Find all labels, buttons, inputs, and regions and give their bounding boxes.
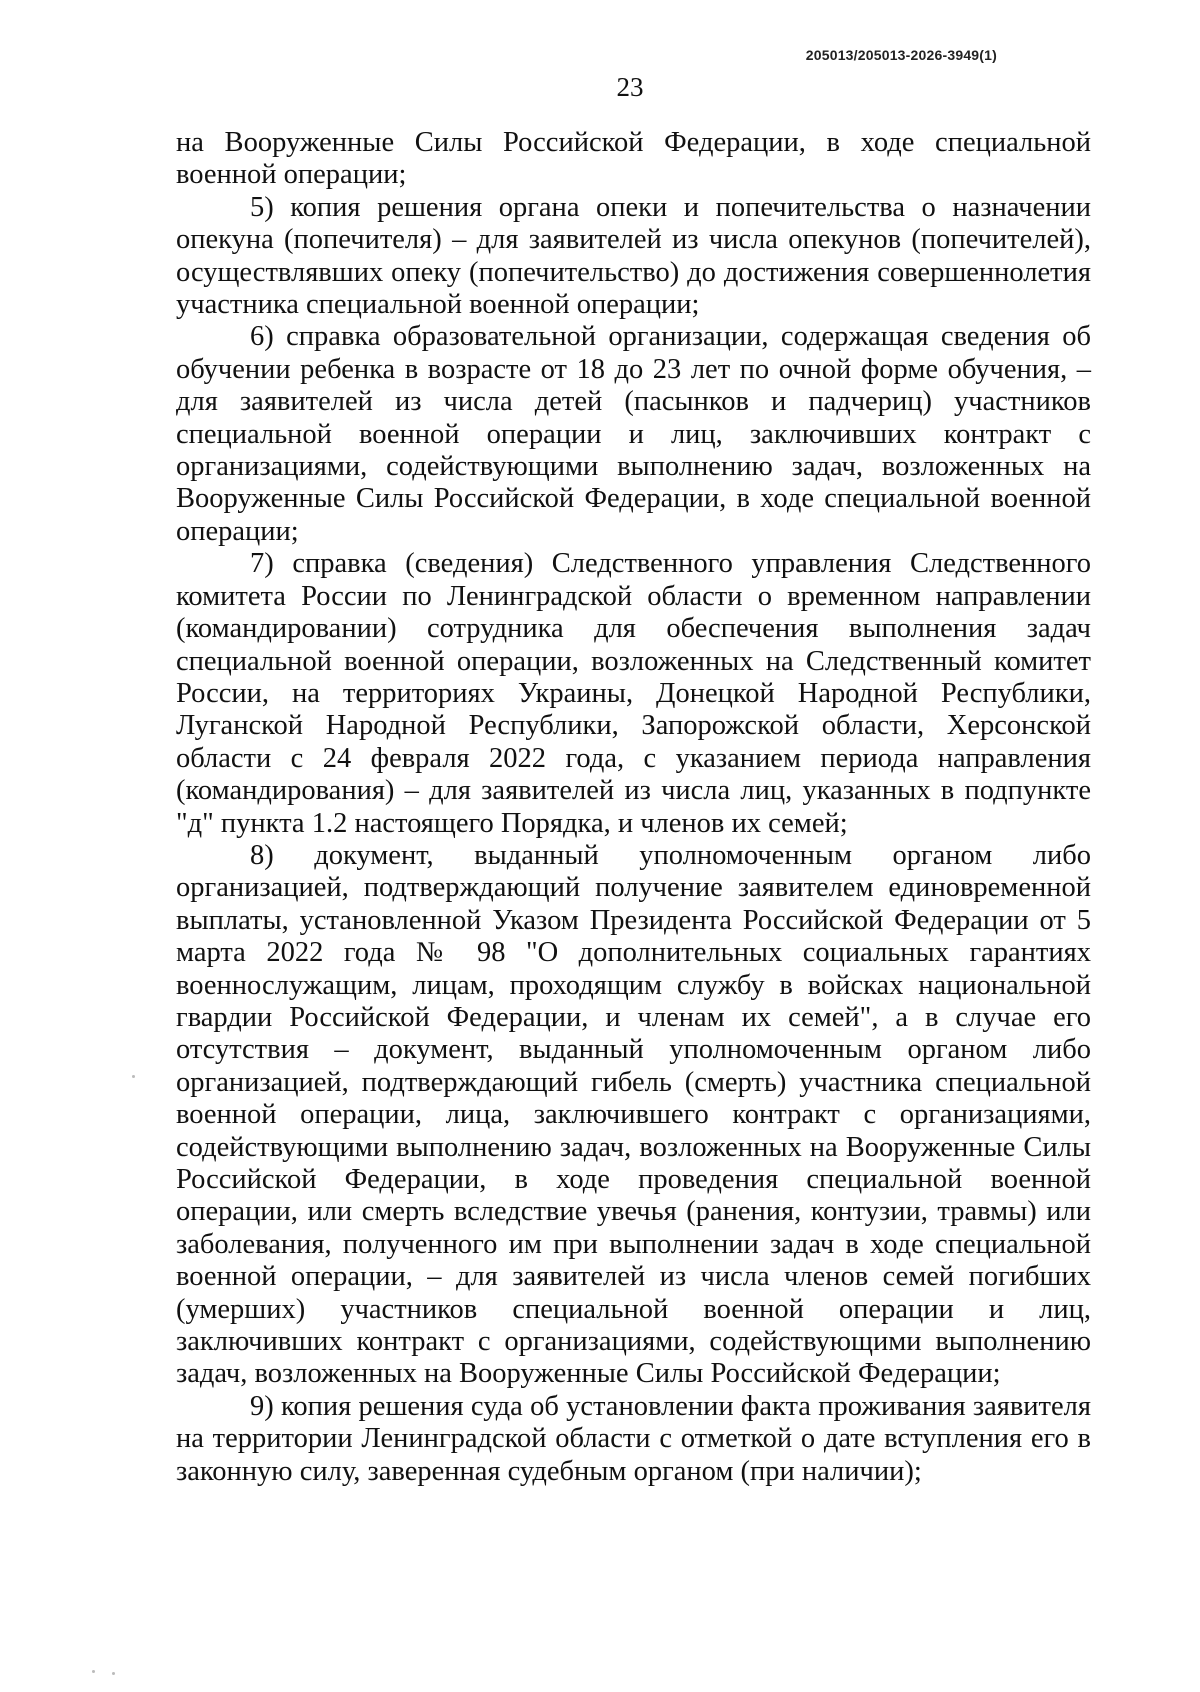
scan-artifact	[132, 1075, 135, 1078]
paragraph-item-5: 5) копия решения органа опеки и попечительства о назначении опекуна (попечителя) – для заявителей из числа опекунов (попечителей), осуществлявших опеку (попечительство) до достижения совершеннолетия участника специальной военной операции;	[176, 191, 1091, 321]
scan-artifact	[112, 1672, 115, 1675]
scan-artifact	[92, 1670, 95, 1673]
paragraph-item-9: 9) копия решения суда об установлении факта проживания заявителя на территории Ленинградской области с отметкой о дате вступления его в законную силу, заверенная судебным органом (при наличии);	[176, 1390, 1091, 1487]
document-body	[176, 127, 1091, 1488]
paragraph-item-6: 6) справка образовательной организации, содержащая сведения об обучении ребенка в возрасте от 18 до 23 лет по очной форме обучения, – для заявителей из числа детей (пасынков и падчериц) участников специальной военной операции и лиц, заключивших контракт с организациями, содействующими выполнению задач, возложенных на Вооруженные Силы Российской Федерации, в ходе специальной военной операции;	[176, 321, 1091, 547]
paragraph-continuation: на Вооруженные Силы Российской Федерации, в ходе специальной военной операции;	[176, 127, 1091, 191]
paragraph-item-8: 8) документ, выданный уполномоченным органом либо организацией, подтверждающий получение заявителем единовременной выплаты, установленной Указом Президента Российской Федерации от 5 марта 2022 года № 98 "О дополнительных социальных гарантиях военнослужащим, лицам, проходящим службу в войсках национальной гвардии Российской Федерации, и членам их семей", а в случае его отсутствия – документ, выданный уполномоченным органом либо организацией, подтверждающий гибель (смерть) участника специальной военной операции, лица, заключившего контракт с организациями, содействующими выполнению задач, возложенных на Вооруженные Силы Российской Федерации, в ходе проведения специальной военной операции, или смерть вследствие увечья (ранения, контузии, травмы) или заболевания, полученного им при выполнении задач в ходе специальной военной операции, – для заявителей из числа членов семей погибших (умерших) участников специальной военной операции и лиц, заключивших контракт с организациями, содействующими выполнению задач, возложенных на Вооруженные Силы Российской Федерации;	[176, 839, 1091, 1390]
page-number: 23	[616, 72, 644, 102]
document-registration-number: 205013/205013-2026-3949(1)	[805, 47, 997, 63]
paragraph-item-7: 7) справка (сведения) Следственного управления Следственного комитета России по Ленинградской области о временном направлении (командировании) сотрудника для обеспечения выполнения задач специальной военной операции, возложенных на Следственный комитет России, на территориях Украины, Донецкой Народной Республики, Луганской Народной Республики, Запорожской области, Херсонской области с 24 февраля 2022 года, с указанием периода направления (командирования) – для заявителей из числа лиц, указанных в подпункте "д" пункта 1.2 настоящего Порядка, и членов их семей;	[176, 548, 1091, 839]
